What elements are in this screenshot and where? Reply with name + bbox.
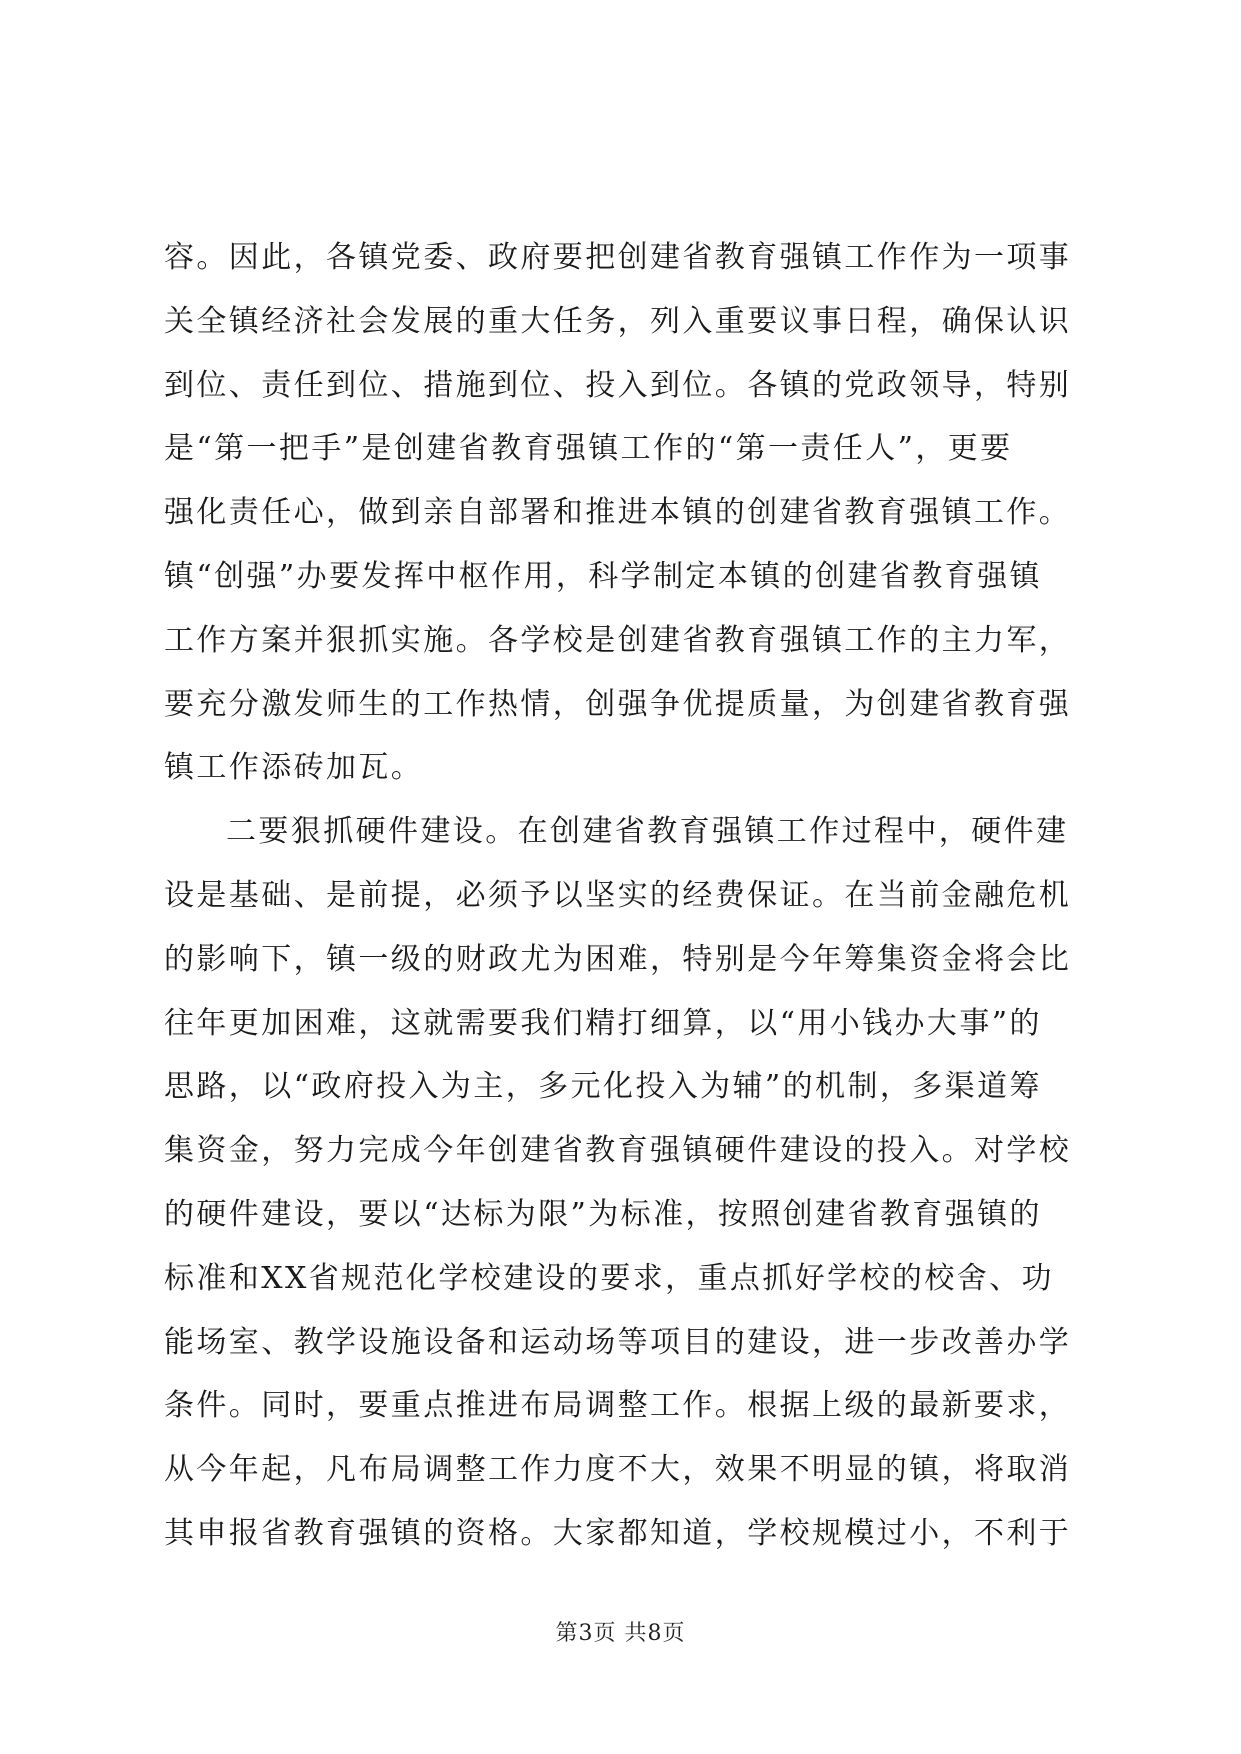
text-line: 镇工作添砖加瓦。 — [164, 750, 424, 786]
text-line: 到位、责任到位、措施到位、投入到位。各镇的党政领导，特别 — [164, 367, 1072, 403]
text-line: 思路，以“政府投入为主，多元化投入为辅”的机制，多渠道筹 — [164, 1069, 1042, 1105]
text-line: 往年更加困难，这就需要我们精打细算，以“用小钱办大事”的 — [164, 1005, 1042, 1041]
text-line: 镇“创强”办要发挥中枢作用，科学制定本镇的创建省教育强镇 — [164, 558, 1042, 594]
text-line: 其申报省教育强镇的资格。大家都知道，学校规模过小，不利于 — [164, 1515, 1072, 1551]
text-line: 强化责任心，做到亲自部署和推进本镇的创建省教育强镇工作。 — [164, 495, 1072, 531]
text-line: 关全镇经济社会发展的重大任务，列入重要议事日程，确保认识 — [164, 303, 1072, 339]
text-line: 工作方案并狠抓实施。各学校是创建省教育强镇工作的主力军， — [164, 622, 1072, 658]
text-line: 条件。同时，要重点推进布局调整工作。根据上级的最新要求， — [164, 1388, 1072, 1424]
text-line: 的影响下，镇一级的财政尤为困难，特别是今年筹集资金将会比 — [164, 941, 1072, 977]
document-body — [164, 226, 1094, 1566]
text-line: 设是基础、是前提，必须予以坚实的经费保证。在当前金融危机 — [164, 877, 1072, 913]
paragraph-start-line: 二要狠抓硬件建设。在创建省教育强镇工作过程中，硬件建 — [226, 814, 1069, 850]
text-line: 标准和XX省规范化学校建设的要求，重点抓好学校的校舍、功 — [164, 1260, 1054, 1296]
text-line: 容。因此，各镇党委、政府要把创建省教育强镇工作作为一项事 — [164, 240, 1072, 275]
text-line: 是“第一把手”是创建省教育强镇工作的“第一责任人”，更要 — [164, 431, 1013, 467]
page-number-footer: 第3页 共8页 — [555, 1621, 686, 1646]
text-line: 能场室、教学设施设备和运动场等项目的建设，进一步改善办学 — [164, 1324, 1072, 1360]
text-line: 的硬件建设，要以“达标为限”为标准，按照创建省教育强镇的 — [164, 1196, 1042, 1232]
text-line: 集资金，努力完成今年创建省教育强镇硬件建设的投入。对学校 — [164, 1133, 1072, 1169]
text-line: 要充分激发师生的工作热情，创强争优提质量，为创建省教育强 — [164, 686, 1072, 722]
text-line: 从今年起，凡布局调整工作力度不大，效果不明显的镇，将取消 — [164, 1452, 1072, 1488]
